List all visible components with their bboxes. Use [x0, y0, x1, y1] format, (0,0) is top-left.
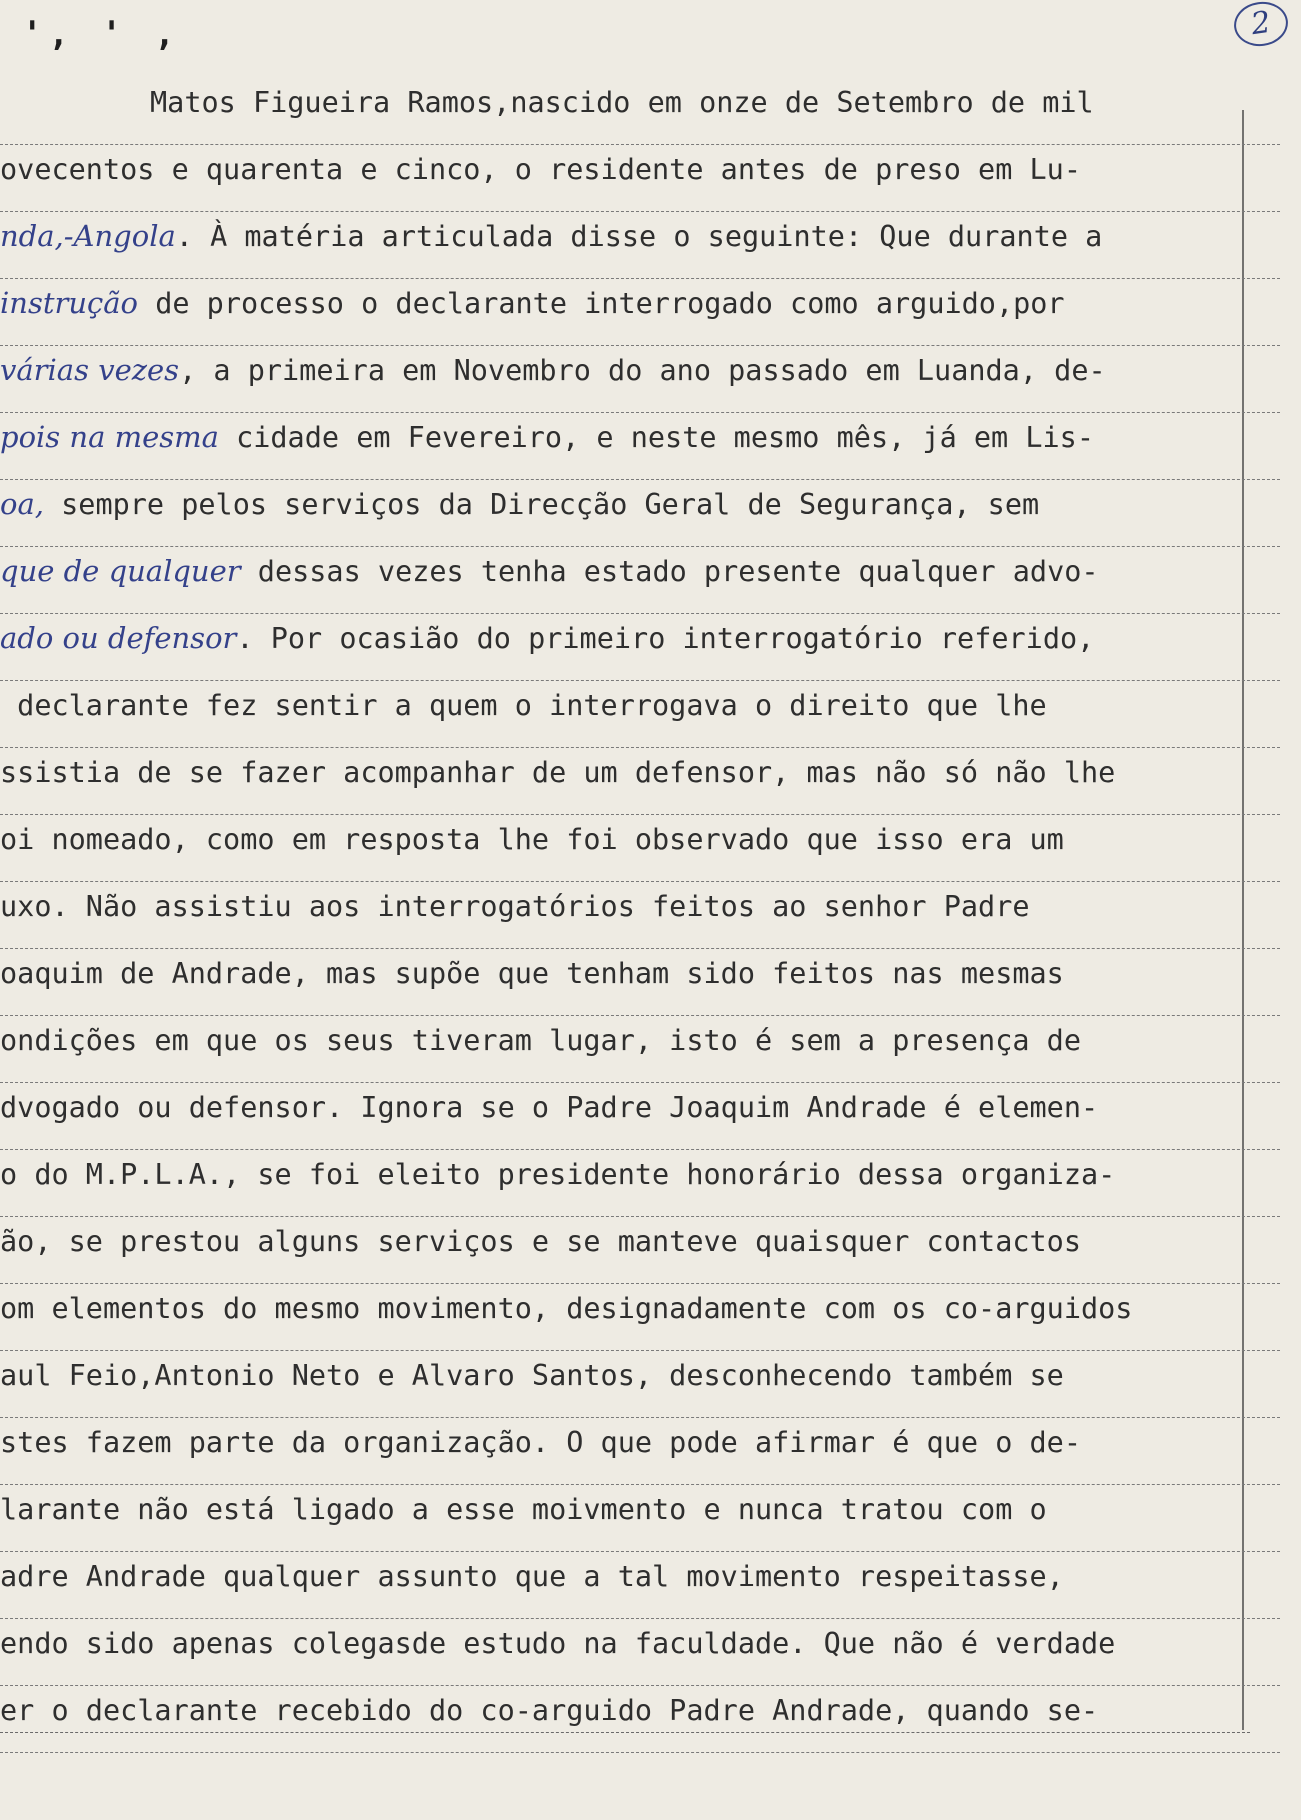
typewritten-fragment: dvogado ou defensor. Ignora se o Padre Joaquim Andrade é elemen-	[0, 1091, 1099, 1124]
typewritten-fragment: ão, se prestou alguns serviços e se manteve quaisquer contactos	[0, 1225, 1081, 1258]
page-number: 2	[1231, 0, 1291, 50]
typewritten-fragment: . Por ocasião do primeiro interrogatório referido,	[236, 622, 1095, 655]
typewritten-fragment: uxo. Não assistiu aos interrogatórios feitos ao senhor Padre	[0, 890, 1030, 923]
text-line	[0, 1686, 1280, 1753]
handwritten-fragment: várias vezes	[0, 353, 180, 387]
typewritten-fragment: ssistia de se fazer acompanhar de um defensor, mas não só não lhe	[0, 756, 1116, 789]
typewritten-fragment: declarante fez sentir a quem o interrogava o direito que lhe	[0, 689, 1047, 722]
typewritten-fragment: o do M.P.L.A., se foi eleito presidente honorário dessa organiza-	[0, 1158, 1116, 1191]
typewritten-fragment: oi nomeado, como em resposta lhe foi observado que isso era um	[0, 823, 1064, 856]
text-line	[0, 1351, 1280, 1418]
typewritten-fragment: de processo o declarante interrogado como arguido,por	[138, 287, 1065, 320]
text-line	[0, 279, 1280, 346]
typewritten-fragment: , a primeira em Novembro do ano passado em Luanda, de-	[179, 354, 1106, 387]
typewritten-fragment: endo sido apenas colegasde estudo na faculdade. Que não é verdade	[0, 1627, 1116, 1660]
typewritten-fragment: stes fazem parte da organização. O que pode afirmar é que o de-	[0, 1426, 1081, 1459]
text-line	[0, 1619, 1280, 1686]
text-line	[0, 1083, 1280, 1150]
text-line	[0, 346, 1280, 413]
typewritten-fragment: Matos Figueira Ramos,nascido em onze de Setembro de mil	[150, 86, 1094, 119]
text-line	[0, 145, 1280, 212]
typed-text-body	[0, 78, 1280, 1753]
handwritten-fragment: instrução	[0, 286, 139, 320]
text-line	[0, 681, 1280, 748]
text-line	[0, 815, 1280, 882]
typewritten-fragment: dessas vezes tenha estado presente qualquer advo-	[240, 555, 1099, 588]
typewritten-fragment: sempre pelos serviços da Direcção Geral de Segurança, sem	[43, 488, 1040, 521]
typewritten-fragment: er o declarante recebido do co-arguido Padre Andrade, quando se-	[0, 1694, 1099, 1727]
handwritten-fragment: que de qualquer	[0, 554, 241, 588]
text-line	[0, 413, 1280, 480]
typewritten-fragment: larante não está ligado a esse moivmento e nunca tratou com o	[0, 1493, 1047, 1526]
text-line	[0, 1150, 1280, 1217]
typewritten-fragment: ondições em que os seus tiveram lugar, isto é sem a presença de	[0, 1024, 1081, 1057]
text-line	[0, 480, 1280, 547]
text-line	[0, 748, 1280, 815]
text-line	[0, 212, 1280, 279]
handwritten-fragment: oa,	[0, 487, 44, 521]
text-line	[0, 614, 1280, 681]
typewritten-fragment: cidade em Fevereiro, e neste mesmo mês, já em Lis-	[218, 421, 1095, 454]
text-line	[0, 547, 1280, 614]
text-line	[0, 1217, 1280, 1284]
text-line	[0, 78, 1280, 145]
bottom-rule	[0, 1732, 1250, 1733]
typewritten-fragment: . À matéria articulada disse o seguinte: Que durante a	[175, 220, 1103, 253]
text-line	[0, 1418, 1280, 1485]
text-line	[0, 1016, 1280, 1083]
text-line	[0, 1485, 1280, 1552]
text-line	[0, 1284, 1280, 1351]
typewritten-fragment: ovecentos e quarenta e cinco, o residente antes de preso em Lu-	[0, 153, 1081, 186]
typewritten-fragment: aul Feio,Antonio Neto e Alvaro Santos, desconhecendo também se	[0, 1359, 1064, 1392]
text-line	[0, 1552, 1280, 1619]
typewritten-fragment: om elementos do mesmo movimento, designadamente com os co-arguidos	[0, 1292, 1133, 1325]
text-line	[0, 882, 1280, 949]
text-line	[0, 949, 1280, 1016]
typewritten-fragment: adre Andrade qualquer assunto que a tal movimento respeitasse,	[0, 1560, 1064, 1593]
handwritten-fragment: nda,-Angola	[0, 219, 176, 253]
handwritten-fragment: pois na mesma	[0, 420, 219, 454]
top-mark: ', ' ,	[22, 14, 181, 54]
typewritten-fragment: oaquim de Andrade, mas supõe que tenham sido feitos nas mesmas	[0, 957, 1064, 990]
handwritten-fragment: ado ou defensor	[0, 621, 237, 655]
